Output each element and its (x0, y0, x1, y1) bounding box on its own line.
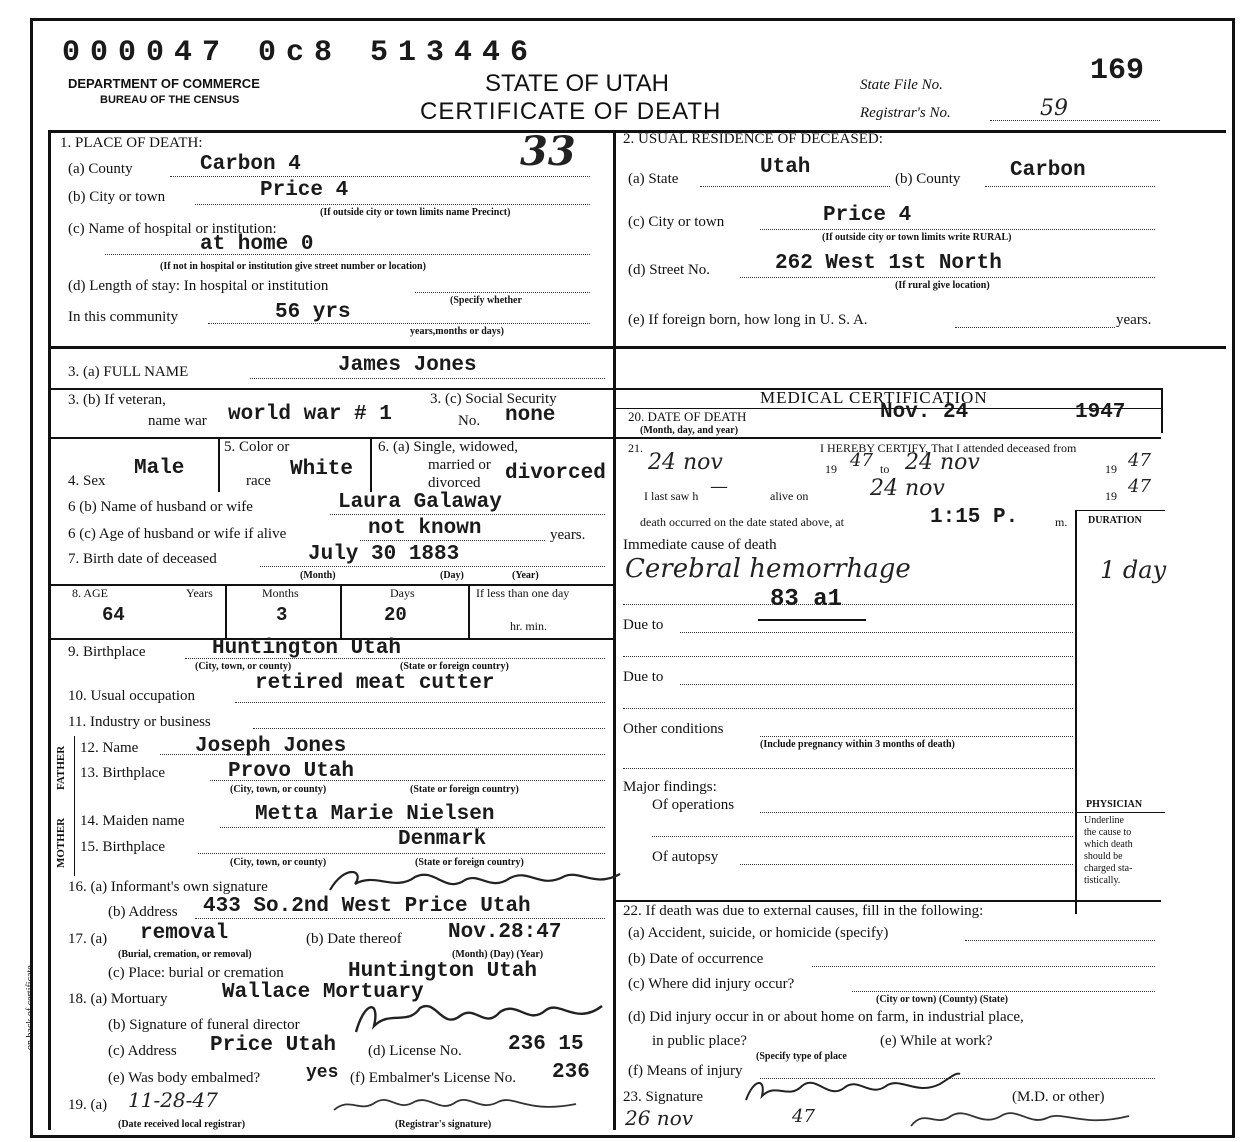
s3b-label2: name war (148, 413, 207, 429)
state-file-number: 169 (1090, 54, 1145, 88)
medical-title: MEDICAL CERTIFICATION (760, 388, 988, 407)
s1b-note: (If outside city or town limits name Precinct) (320, 207, 511, 218)
s22b-label: (b) Date of occurrence (628, 951, 764, 967)
spouse-age-value: not known (368, 517, 482, 540)
s9-label: 9. Birthplace (68, 644, 146, 660)
s1b-label: (b) City or town (68, 189, 166, 205)
s15-note2: (State or foreign country) (415, 857, 524, 868)
father-name: Joseph Jones (195, 735, 347, 758)
address-signature (905, 1104, 1135, 1136)
last-saw-label: I last saw h (644, 489, 699, 503)
registrar-label: Registrar's No. (860, 105, 951, 121)
s2b-label: (b) County (895, 171, 961, 187)
full-name: James Jones (338, 354, 477, 377)
physician-label: PHYSICIAN (1086, 799, 1143, 810)
s2-label: 2. USUAL RESIDENCE OF DECEASED: (623, 131, 883, 147)
s2e-unit: years. (1116, 312, 1152, 328)
s15-note1: (City, town, or county) (230, 857, 327, 868)
death-year: 1947 (1075, 401, 1126, 424)
s13-label: 13. Birthplace (80, 765, 165, 781)
s6a-divorced: divorced (428, 475, 481, 491)
certificate-title: CERTIFICATE OF DEATH (420, 98, 722, 125)
s22a-label: (a) Accident, suicide, or homicide (specify) (628, 925, 889, 941)
embalmed-value: yes (306, 1063, 339, 1083)
death-time: 1:15 P. (930, 506, 1019, 529)
s21-to: to (880, 462, 890, 476)
immediate-cause: Cerebral hemorrhage (625, 554, 911, 584)
s23-label: 23. Signature (623, 1089, 703, 1105)
bureau-label: BUREAU OF THE CENSUS (100, 94, 240, 106)
s2e-label: (e) If foreign born, how long in U. S. A. (628, 312, 868, 328)
residence-city: Price 4 (823, 204, 912, 227)
s8-label: 8. AGE (72, 586, 108, 600)
hospital-value: at home 0 (200, 233, 314, 256)
s4-label: 4. Sex (68, 473, 106, 489)
certify-text: I HEREBY CERTIFY, That I attended deceased from (820, 441, 1077, 455)
war-value: world war # 1 (228, 403, 392, 426)
other-note: (Include pregnancy within 3 months of death) (760, 739, 955, 750)
s2d-label: (d) Street No. (628, 262, 711, 278)
s21-19b: 19 (1105, 462, 1117, 476)
hr-min-label: hr. min. (510, 619, 548, 633)
cause-code: 83 a1 (770, 586, 843, 613)
s18a-label: 18. (a) Mortuary (68, 991, 168, 1007)
s7-month: (Month) (300, 570, 336, 581)
s16b-label: (b) Address (108, 904, 178, 920)
s22d-note: (Specify type of place (756, 1051, 847, 1062)
city-value: Price 4 (260, 179, 349, 202)
s22f-label: (f) Means of injury (628, 1063, 743, 1079)
s19-label: 19. (a) (68, 1097, 108, 1113)
mother-side-label: MOTHER (55, 817, 67, 868)
s7-day: (Day) (440, 570, 464, 581)
s5-race: race (246, 473, 271, 489)
of-autopsy-label: Of autopsy (652, 849, 719, 865)
mortuary-value: Wallace Mortuary (222, 981, 424, 1004)
burial-date: Nov.28:47 (448, 921, 562, 944)
s1c-note: (If not in hospital or institution give street number or location) (160, 261, 426, 272)
s9-note2: (State or foreign country) (400, 661, 509, 672)
department-label: DEPARTMENT OF COMMERCE (68, 76, 260, 91)
age-months: 3 (276, 604, 288, 626)
s9-note1: (City, town, or county) (195, 661, 292, 672)
license-value: 236 15 (508, 1033, 584, 1056)
s3b-label: 3. (b) If veteran, (68, 392, 166, 408)
birthplace-value: Huntington Utah (212, 637, 402, 660)
years-label: Years (186, 586, 213, 600)
marital-value: divorced (505, 462, 606, 485)
death-date: Nov. 24 (880, 401, 969, 424)
s22e-label: (e) While at work? (880, 1033, 993, 1049)
s20-label: 20. DATE OF DEATH (628, 409, 747, 424)
registrar-number: 59 (1040, 96, 1068, 121)
s20-note: (Month, day, and year) (640, 425, 739, 436)
license-label: (d) License No. (368, 1043, 462, 1059)
county-value: Carbon 4 (200, 153, 301, 176)
of-operations-label: Of operations (652, 797, 735, 813)
months-label: Months (262, 586, 299, 600)
physician-note: Underline the cause to which death should be charged sta- tistically. (1084, 815, 1133, 886)
alive-label: alive on (770, 489, 809, 503)
residence-state: Utah (760, 156, 811, 179)
s1-label: 1. PLACE OF DEATH: (60, 135, 203, 151)
s17c-label: (c) Place: burial or cremation (108, 965, 284, 981)
funeral-address: Price Utah (210, 1034, 337, 1057)
state-file-label: State File No. (860, 77, 943, 93)
state-title: STATE OF UTAH (485, 70, 669, 97)
s21-19c: 19 (1105, 489, 1117, 503)
days-label: Days (390, 586, 415, 600)
s17b-label: (b) Date thereof (306, 931, 402, 947)
last-saw-date: 24 nov (870, 476, 945, 501)
community-note: years,months or days) (410, 326, 504, 337)
major-findings-label: Major findings: (623, 779, 717, 795)
occupation-value: retired meat cutter (255, 672, 495, 695)
sex-value: Male (134, 457, 185, 480)
registrar-signature (330, 1092, 580, 1118)
s22-label: 22. If death was due to external causes, fill in the following: (623, 903, 984, 919)
last-saw-year: 47 (1128, 476, 1151, 497)
s21-label: 21. (628, 441, 643, 455)
s15-label: 15. Birthplace (80, 839, 165, 855)
burial-place: Huntington Utah (348, 960, 538, 983)
attended-from-year: 47 (850, 450, 873, 471)
immediate-cause-label: Immediate cause of death (623, 537, 777, 553)
s10-label: 10. Usual occupation (68, 688, 196, 704)
document-number: 000047 0c8 513446 (62, 36, 539, 70)
s1d-label: (d) Length of stay: In hospital or institution (68, 278, 329, 294)
s22c-note: (City or town) (County) (State) (876, 994, 1009, 1005)
s22d-label2: in public place? (652, 1033, 747, 1049)
s16a-label: 16. (a) Informant's own signature (68, 879, 268, 895)
s17b-note: (Month) (Day) (Year) (452, 949, 544, 960)
s13-note2: (State or foreign country) (410, 784, 519, 795)
race-value: White (290, 458, 354, 481)
s13-note1: (City, town, or county) (230, 784, 327, 795)
s6a-married: married or (428, 457, 491, 473)
s12-label: 12. Name (80, 740, 139, 756)
s2a-label: (a) State (628, 171, 679, 187)
registrar-date: 11-28-47 (128, 1088, 218, 1112)
s7-year: (Year) (512, 570, 539, 581)
community-label: In this community (68, 309, 178, 325)
death-time-label: death occurred on the date stated above, at (640, 515, 844, 529)
s19-note2: (Registrar's signature) (395, 1119, 492, 1130)
margin-mark: 33 (520, 128, 576, 175)
disposition-value: removal (140, 922, 229, 945)
s11-label: 11. Industry or business (68, 714, 211, 730)
duration-value: 1 day (1100, 556, 1167, 584)
s22c-label: (c) Where did injury occur? (628, 976, 795, 992)
community-value: 56 yrs (275, 301, 351, 324)
s2d-note: (If rural give location) (895, 280, 990, 291)
birth-value: July 30 1883 (308, 543, 460, 566)
s6c-label: 6 (c) Age of husband or wife if alive (68, 526, 287, 542)
s7-label: 7. Birth date of deceased (68, 551, 217, 567)
embalmer-license-label: (f) Embalmer's License No. (350, 1070, 516, 1086)
s17-note: (Burial, cremation, or removal) (118, 949, 252, 960)
embalmer-license-value: 236 (552, 1061, 590, 1084)
signed-year: 47 (792, 1106, 815, 1127)
attended-to-year: 47 (1128, 450, 1151, 471)
mother-birthplace: Denmark (398, 828, 487, 851)
spouse-value: Laura Galaway (338, 491, 502, 514)
s19-note1: (Date received local registrar) (118, 1119, 246, 1130)
s1a-label: (a) County (68, 161, 133, 177)
less-day-label: If less than one day (476, 586, 570, 600)
last-saw-mark: — (710, 476, 728, 497)
ssn-label: 3. (c) Social Security (430, 391, 557, 407)
ssn-value: none (505, 404, 556, 427)
attended-from: 24 nov (648, 450, 723, 475)
informant-address: 433 So.2nd West Price Utah (203, 895, 531, 918)
residence-street: 262 West 1st North (775, 252, 1002, 275)
s6a-label: 6. (a) Single, widowed, (378, 439, 518, 455)
father-birthplace: Provo Utah (228, 760, 355, 783)
s5-label: 5. Color or (224, 439, 290, 455)
age-years: 64 (102, 604, 125, 626)
s2c-note: (If outside city or town limits write RURAL) (822, 232, 1012, 243)
s18c-label: (c) Address (108, 1043, 177, 1059)
age-days: 20 (384, 604, 407, 626)
md-label: (M.D. or other) (1012, 1089, 1105, 1105)
s6b-label: 6 (b) Name of husband or wife (68, 499, 253, 515)
due-to-2: Due to (623, 669, 664, 685)
s1c-label: (c) Name of hospital or institution: (68, 221, 277, 237)
s17a-label: 17. (a) (68, 931, 108, 947)
due-to-1: Due to (623, 617, 664, 633)
s1d-note: (Specify whether (450, 295, 522, 306)
mother-name: Metta Marie Nielsen (255, 803, 495, 826)
other-conditions-label: Other conditions (623, 721, 724, 737)
duration-label: DURATION (1088, 515, 1142, 526)
s18e-label: (e) Was body embalmed? (108, 1070, 261, 1086)
s21-19a: 19 (825, 462, 837, 476)
s22d-label: (d) Did injury occur in or about home on farm, in industrial place, (628, 1009, 1024, 1025)
m-label: m. (1055, 515, 1068, 529)
s3a-label: 3. (a) FULL NAME (68, 364, 189, 380)
margin-note: on back of certificate. (25, 962, 36, 1050)
residence-county: Carbon (1010, 159, 1086, 182)
ssn-no-label: No. (458, 413, 481, 429)
s18b-label: (b) Signature of funeral director (108, 1017, 300, 1033)
s14-label: 14. Maiden name (80, 813, 185, 829)
signed-date: 26 nov (625, 1106, 694, 1130)
father-side-label: FATHER (55, 745, 67, 790)
attended-to: 24 nov (905, 450, 980, 475)
s6c-unit: years. (550, 527, 586, 543)
s2c-label: (c) City or town (628, 214, 725, 230)
